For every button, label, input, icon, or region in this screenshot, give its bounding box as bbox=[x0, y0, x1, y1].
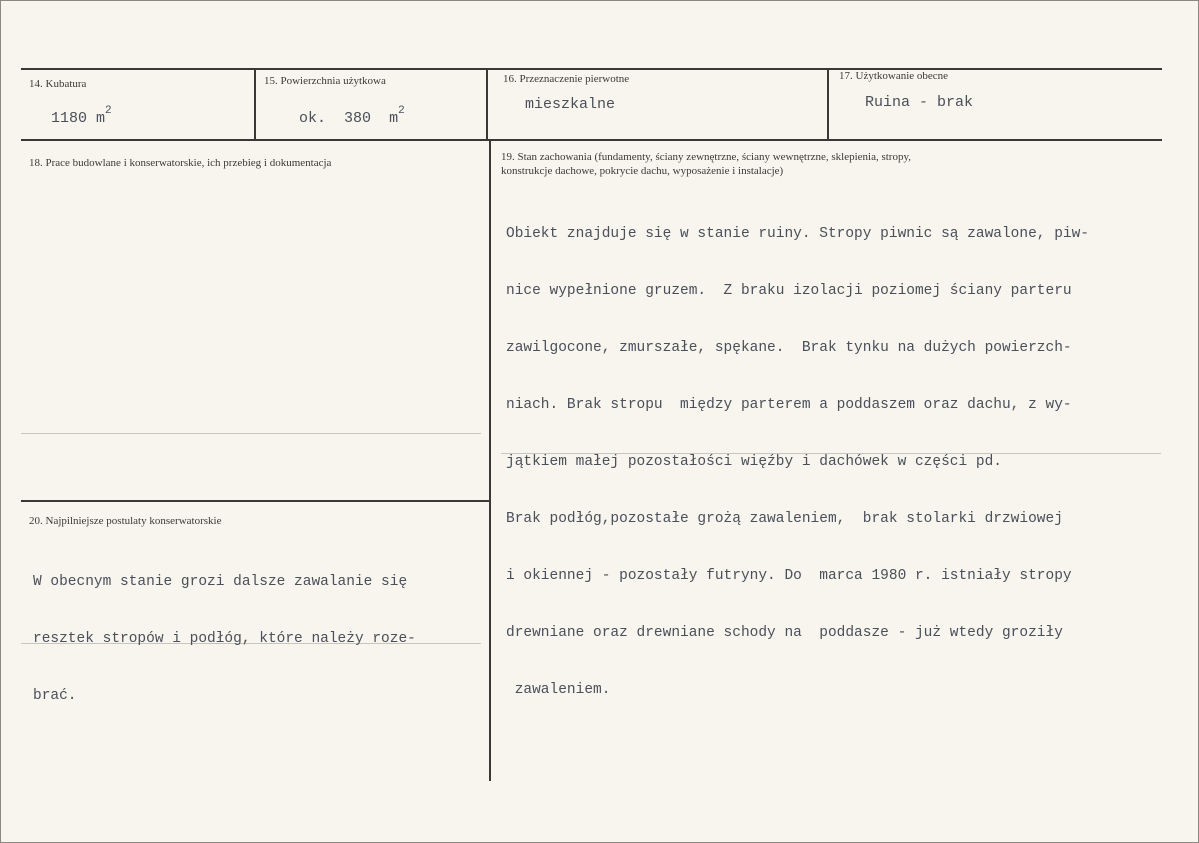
stan-label-line2: konstrukcje dachowe, pokrycie dachu, wyposażenie i instalacje) bbox=[501, 165, 784, 177]
powierzchnia-value: ok. 380 $m^2$ bbox=[299, 105, 405, 127]
divider-16-17 bbox=[827, 68, 829, 141]
main-vertical-divider bbox=[489, 139, 491, 781]
kubatura-value: 1180 $m^2$ bbox=[51, 105, 112, 127]
divider-14-15 bbox=[254, 68, 256, 141]
stan-label-line1: 19. Stan zachowania (fundamenty, ściany zewnętrzne, ściany wewnętrzne, sklepienia, stropy, bbox=[501, 151, 912, 163]
uzytkowanie-label: 17. Użytkowanie obecne bbox=[839, 70, 949, 82]
stan-line: zawilgocone, zmurszałe, spękane. Brak tynku na dużych powierzch- bbox=[506, 340, 1072, 356]
stan-line: niach. Brak stropu między parterem a poddaszem oraz dachu, z wy- bbox=[506, 397, 1072, 413]
stan-line: zawaleniem. bbox=[506, 682, 611, 698]
stan-line: jątkiem małej pozostałości więźby i dachówek w części pd. bbox=[506, 454, 1002, 470]
stan-line: i okiennej - pozostały futryny. Do marca 1980 r. istniały stropy bbox=[506, 568, 1072, 584]
prace-label: 18. Prace budowlane i konserwatorskie, ich przebieg i dokumentacja bbox=[29, 157, 332, 169]
section-20-top-rule bbox=[21, 500, 489, 502]
postulaty-line: brać. bbox=[33, 688, 77, 704]
kubatura-label: 14. Kubatura bbox=[29, 78, 87, 90]
stan-line: Obiekt znajduje się w stanie ruiny. Stropy piwnic są zawalone, piw- bbox=[506, 226, 1089, 242]
stan-line: drewniane oraz drewniane schody na poddasze - już wtedy groziły bbox=[506, 625, 1063, 641]
przeznaczenie-label: 16. Przeznaczenie pierwotne bbox=[503, 73, 630, 85]
header-bottom-rule bbox=[21, 139, 1162, 141]
uzytkowanie-value: Ruina - brak bbox=[865, 94, 974, 111]
postulaty-line: W obecnym stanie grozi dalsze zawalanie się bbox=[33, 574, 408, 590]
stan-description bbox=[506, 187, 1089, 738]
stan-line: Brak podłóg,pozostałe grożą zawaleniem, brak stolarki drzwiowej bbox=[506, 511, 1063, 527]
postulaty-line: resztek stropów i podłóg, które należy roze- bbox=[33, 631, 416, 647]
przeznaczenie-value: mieszkalne bbox=[525, 96, 616, 113]
postulaty-label: 20. Najpilniejsze postulaty konserwatorskie bbox=[29, 515, 222, 527]
showthrough-line bbox=[21, 433, 481, 434]
stan-line: nice wypełnione gruzem. Z braku izolacji poziomej ściany parteru bbox=[506, 283, 1072, 299]
divider-15-16 bbox=[486, 68, 488, 141]
postulaty-description bbox=[33, 535, 416, 744]
top-rule bbox=[21, 68, 1162, 70]
powierzchnia-label: 15. Powierzchnia użytkowa bbox=[264, 75, 386, 87]
